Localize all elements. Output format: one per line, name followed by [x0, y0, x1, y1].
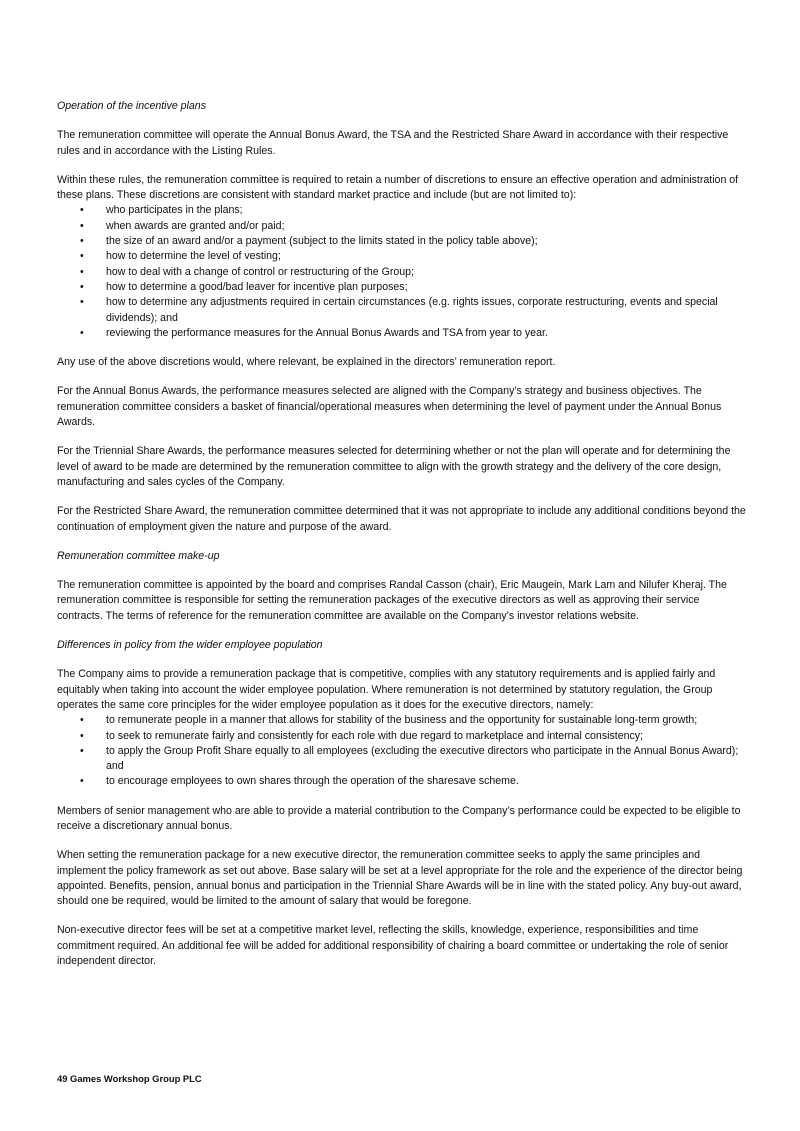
- section-heading-policy-differences: Differences in policy from the wider employee population: [57, 639, 323, 652]
- list-item: • to apply the Group Profit Share equally to all employees (excluding the executive directors who participate in the Annual Bonus Award); and: [57, 744, 747, 775]
- paragraph-new-executive-director: When setting the remuneration package for a new executive director, the remuneration committee seeks to apply the same principles and implement the policy framework as set out above. Base salary will be set at a level appropriate for the role and the experience of the director being appointed. Benefits, pension, annual bonus and participation in the Triennial Share Awards will be in line with the stated policy. Any buy-out award, should one be required, would be limited to the amount of salary that would be foregone.: [57, 849, 743, 908]
- list-item: • who participates in the plans;: [57, 203, 747, 218]
- paragraph-discretions-intro: Within these rules, the remuneration committee is required to retain a number of discretions to ensure an effective operation and administration of these plans. These discretions are consistent with standard market practice and include (but are not limited to):: [57, 173, 739, 202]
- paragraph-restricted-share: For the Restricted Share Award, the remuneration committee determined that it was not appropriate to include any additional conditions beyond the continuation of employment given the nature and purpose of the award.: [57, 505, 746, 533]
- paragraph-discretions-use: Any use of the above discretions would, where relevant, be explained in the directors’ remuneration report.: [57, 356, 556, 369]
- section-heading-incentive-plans: Operation of the incentive plans: [57, 100, 206, 112]
- principles-list: [57, 713, 747, 789]
- page-footer: 49 Games Workshop Group PLC: [57, 1073, 202, 1084]
- paragraph-triennial-share: For the Triennial Share Awards, the performance measures selected for determining whether or not the plan will operate and for determining the level of award to be made are determined by the remuneration committee to align with the growth strategy and the delivery of the core design, manufacturing and sales cycles of the Company.: [57, 445, 731, 488]
- section-heading-committee-makeup: Remuneration committee make-up: [57, 549, 220, 562]
- list-item: • how to deal with a change of control or restructuring of the Group;: [57, 265, 747, 280]
- paragraph-incentive-intro: The remuneration committee will operate the Annual Bonus Award, the TSA and the Restricted Share Award in accordance with their respective rules and in accordance with the Listing Rules.: [57, 129, 729, 157]
- paragraph-annual-bonus: For the Annual Bonus Awards, the performance measures selected are aligned with the Company’s strategy and business objectives. The remuneration committee considers a basket of financial/operational measures when determining the level of payment under the Annual Bonus Awards.: [57, 385, 722, 429]
- document-body: [57, 99, 747, 983]
- paragraph-committee-makeup: The remuneration committee is appointed by the board and comprises Randal Casson (chair), Eric Maugein, Mark Lam and Nilufer Kheraj. The remuneration committee is responsible for setting the remuneration packages of the executive directors as well as approving their service contracts. The terms of reference for the remuneration committee are available on the Company’s investor relations website.: [57, 579, 727, 622]
- paragraph-policy-intro: The Company aims to provide a remuneration package that is competitive, complies with any statutory requirements and is applied fairly and equitably when taking into account the wider employee population. Where remuneration is not determined by statutory regulation, the Group operates the same core principles for the wider employee population as it does for the executive directors, namely:: [57, 668, 716, 711]
- list-item: • how to determine the level of vesting;: [57, 249, 747, 264]
- discretions-list: [57, 203, 747, 341]
- list-item: • how to determine any adjustments required in certain circumstances (e.g. rights issues, corporate restructuring, events and special dividends); and: [57, 295, 747, 326]
- list-item: • the size of an award and/or a payment (subject to the limits stated in the policy table above);: [57, 234, 747, 249]
- list-item: • reviewing the performance measures for the Annual Bonus Awards and TSA from year to year.: [57, 326, 747, 341]
- paragraph-non-executive-fees: Non-executive director fees will be set at a competitive market level, reflecting the skills, knowledge, experience, responsibilities and time commitment required. An additional fee will be added for additional responsibility of chairing a board committee or undertaking the role of senior independent director.: [57, 924, 729, 968]
- list-item: • how to determine a good/bad leaver for incentive plan purposes;: [57, 280, 747, 295]
- list-item: • when awards are granted and/or paid;: [57, 219, 747, 234]
- list-item: • to remunerate people in a manner that allows for stability of the business and the opportunity for sustainable long-term growth;: [57, 713, 747, 728]
- paragraph-senior-management: Members of senior management who are able to provide a material contribution to the Company’s performance could be expected to be eligible to receive a discretionary annual bonus.: [57, 804, 741, 832]
- list-item: • to encourage employees to own shares through the operation of the sharesave scheme.: [57, 774, 747, 789]
- list-item: • to seek to remunerate fairly and consistently for each role with due regard to marketplace and internal consistency;: [57, 729, 747, 744]
